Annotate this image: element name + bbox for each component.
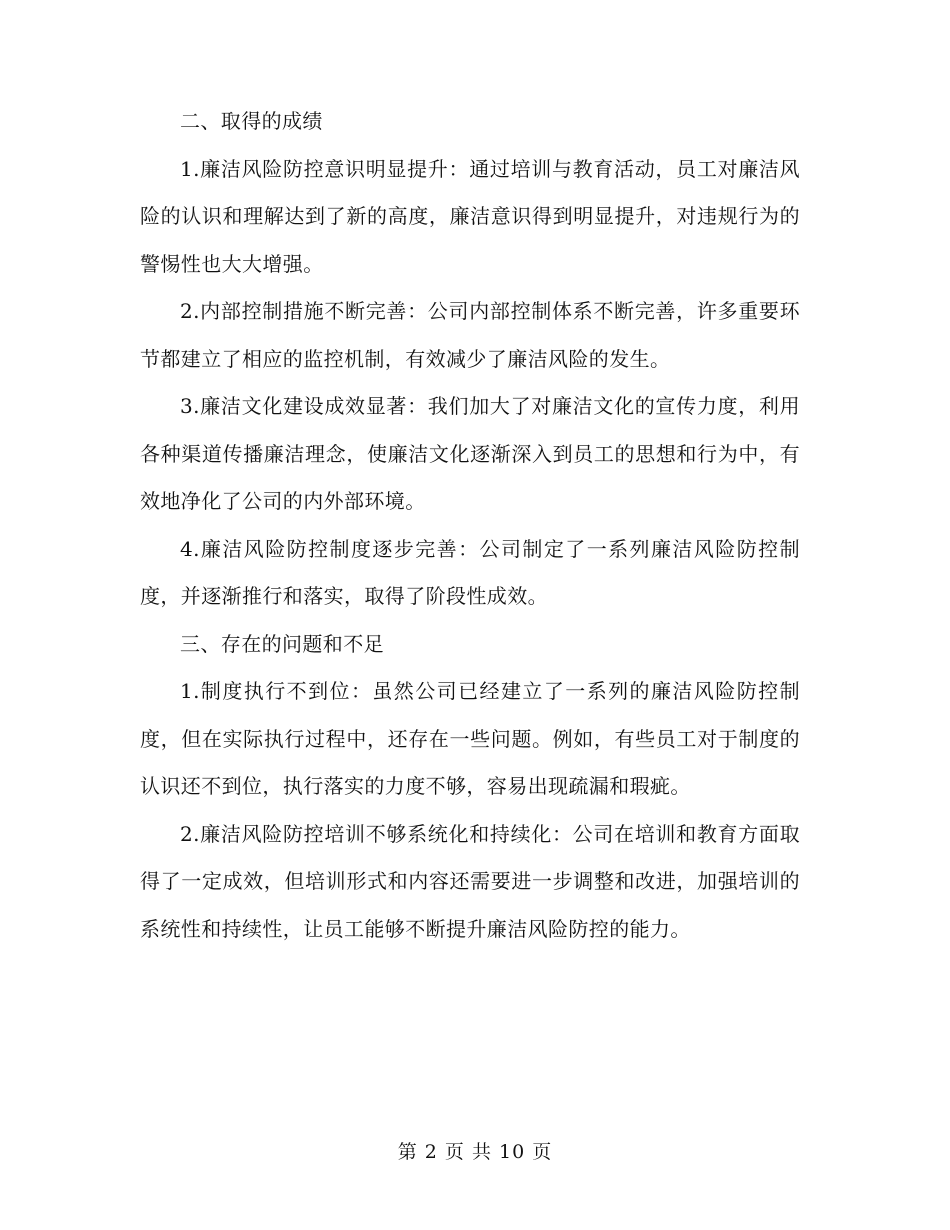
document-body [140, 98, 800, 953]
paragraph: 1.廉洁风险防控意识明显提升：通过培训与教育活动，员工对廉洁风险的认识和理解达到了新的高度，廉洁意识得到明显提升，对违规行为的警惕性也大大增强。 [140, 156, 800, 276]
page-number-footer: 第 2 页 共 10 页 [397, 1141, 553, 1163]
paragraph: 1.制度执行不到位：虽然公司已经建立了一系列的廉洁风险防控制度，但在实际执行过程中，还存在一些问题。例如，有些员工对于制度的认识还不到位，执行落实的力度不够，容易出现疏漏和瑕疵。 [140, 679, 800, 798]
paragraph: 2.内部控制措施不断完善：公司内部控制体系不断完善，许多重要环节都建立了相应的监控机制，有效减少了廉洁风险的发生。 [140, 299, 800, 371]
section-heading: 三、存在的问题和不足 [180, 631, 384, 656]
paragraph: 2.廉洁风险防控培训不够系统化和持续化：公司在培训和教育方面取得了一定成效，但培训形式和内容还需要进一步调整和改进，加强培训的系统性和持续性，让员工能够不断提升廉洁风险防控的能力。 [140, 821, 800, 941]
section-heading: 二、取得的成绩 [180, 109, 323, 133]
paragraph: 3.廉洁文化建设成效显著：我们加大了对廉洁文化的宣传力度，利用各种渠道传播廉洁理念，使廉洁文化逐渐深入到员工的思想和行为中，有效地净化了公司的内外部环境。 [140, 394, 800, 513]
paragraph: 4.廉洁风险防控制度逐步完善：公司制定了一系列廉洁风险防控制度，并逐渐推行和落实，取得了阶段性成效。 [140, 536, 800, 608]
